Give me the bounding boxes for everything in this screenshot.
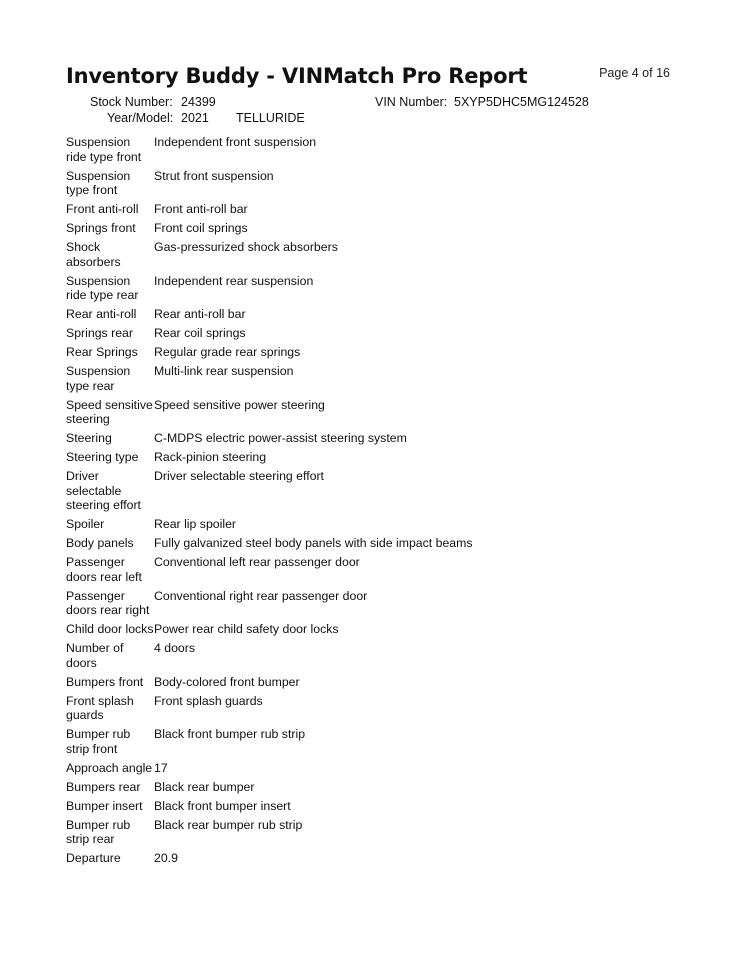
spec-row	[66, 398, 686, 427]
vin-value: 5XYP5DHC5MG124528	[454, 95, 589, 109]
spec-value: Regular grade rear springs	[154, 345, 301, 359]
spec-row	[66, 326, 686, 341]
spec-label: Bumpers rear	[66, 779, 141, 794]
spec-value: Multi-link rear suspension	[154, 364, 294, 378]
spec-label: Body panels	[66, 536, 134, 550]
report-title: Inventory Buddy - VINMatch Pro Report	[66, 64, 528, 88]
spec-row	[66, 307, 686, 322]
spec-label: Bumper insert	[66, 798, 143, 813]
spec-value: Black rear bumper	[154, 779, 255, 794]
spec-row	[66, 240, 686, 269]
spec-label: Departure	[66, 851, 121, 865]
spec-label: Bumpers front	[66, 674, 144, 689]
spec-value: Conventional left rear passenger door	[154, 555, 360, 569]
spec-value: Gas-pressurized shock absorbers	[154, 240, 338, 254]
model-value: TELLURIDE	[236, 111, 305, 125]
page-indicator: Page 4 of 16	[599, 66, 670, 80]
spec-row	[66, 761, 686, 776]
spec-value: Fully galvanized steel body panels with side impact beams	[154, 536, 473, 550]
spec-value: Rear lip spoiler	[154, 517, 237, 531]
stock-number-label: Stock Number:	[90, 95, 173, 109]
spec-label: Rear Springs	[66, 345, 138, 359]
spec-value: Independent front suspension	[154, 135, 317, 149]
spec-label: Springs front	[66, 221, 136, 235]
stock-number-value: 24399	[181, 95, 216, 109]
spec-row	[66, 641, 686, 670]
spec-table	[66, 135, 686, 870]
spec-label: Rear anti-roll	[66, 307, 137, 321]
spec-row	[66, 727, 686, 756]
spec-label: Passenger doors rear right	[66, 588, 150, 617]
spec-row	[66, 818, 686, 847]
spec-row	[66, 202, 686, 217]
spec-label: Suspension type front	[66, 168, 131, 197]
spec-label: Front anti-roll	[66, 202, 139, 216]
spec-label: Speed sensitive steering	[66, 397, 153, 426]
spec-row	[66, 555, 686, 584]
spec-label: Bumper rub strip rear	[66, 817, 131, 846]
spec-value: 20.9	[154, 851, 178, 865]
spec-row	[66, 364, 686, 393]
spec-row	[66, 589, 686, 618]
spec-row	[66, 450, 686, 465]
spec-label: Steering	[66, 431, 112, 445]
spec-value: 17	[154, 760, 168, 775]
spec-label: Bumper rub strip front	[66, 727, 131, 756]
spec-row	[66, 694, 686, 723]
spec-row	[66, 135, 686, 164]
spec-row	[66, 675, 686, 690]
spec-row	[66, 345, 686, 360]
spec-value: Driver selectable steering effort	[154, 469, 324, 483]
spec-value: Rear anti-roll bar	[154, 307, 246, 321]
spec-value: Independent rear suspension	[154, 273, 314, 288]
spec-value: Front anti-roll bar	[154, 202, 248, 216]
spec-row	[66, 622, 686, 637]
spec-row	[66, 536, 686, 551]
spec-value: Strut front suspension	[154, 168, 274, 183]
spec-label: Springs rear	[66, 326, 133, 340]
spec-label: Steering type	[66, 450, 139, 464]
spec-row	[66, 469, 686, 513]
spec-value: Conventional right rear passenger door	[154, 588, 368, 603]
spec-row	[66, 799, 686, 814]
spec-value: 4 doors	[154, 641, 196, 655]
spec-value: Rear coil springs	[154, 326, 246, 340]
spec-value: Speed sensitive power steering	[154, 397, 325, 412]
spec-label: Driver selectable steering effort	[66, 469, 141, 512]
vin-label: VIN Number:	[375, 95, 448, 109]
spec-value: Front coil springs	[154, 221, 248, 235]
spec-value: Black front bumper insert	[154, 798, 291, 813]
spec-value: Front splash guards	[154, 693, 263, 708]
spec-value: C-MDPS electric power-assist steering system	[154, 431, 407, 445]
year-model-label: Year/Model:	[107, 111, 174, 125]
spec-label: Front splash guards	[66, 693, 134, 722]
spec-value: Black rear bumper rub strip	[154, 817, 303, 832]
spec-row	[66, 851, 686, 866]
spec-row	[66, 517, 686, 532]
spec-label: Spoiler	[66, 517, 105, 531]
spec-label: Passenger doors rear left	[66, 555, 142, 584]
spec-value: Rack-pinion steering	[154, 450, 267, 464]
spec-label: Suspension type rear	[66, 364, 131, 393]
spec-row	[66, 274, 686, 303]
spec-label: Number of doors	[66, 641, 124, 670]
year-value: 2021	[181, 111, 209, 125]
spec-row	[66, 431, 686, 446]
spec-label: Approach angle	[66, 760, 153, 775]
spec-row	[66, 221, 686, 236]
spec-row	[66, 780, 686, 795]
spec-row	[66, 169, 686, 198]
spec-label: Child door locks	[66, 622, 154, 636]
spec-value: Power rear child safety door locks	[154, 622, 339, 636]
spec-label: Shock absorbers	[66, 240, 121, 269]
spec-label: Suspension ride type rear	[66, 273, 139, 302]
spec-label: Suspension ride type front	[66, 135, 142, 164]
spec-value: Body-colored front bumper	[154, 674, 300, 689]
spec-value: Black front bumper rub strip	[154, 727, 306, 741]
